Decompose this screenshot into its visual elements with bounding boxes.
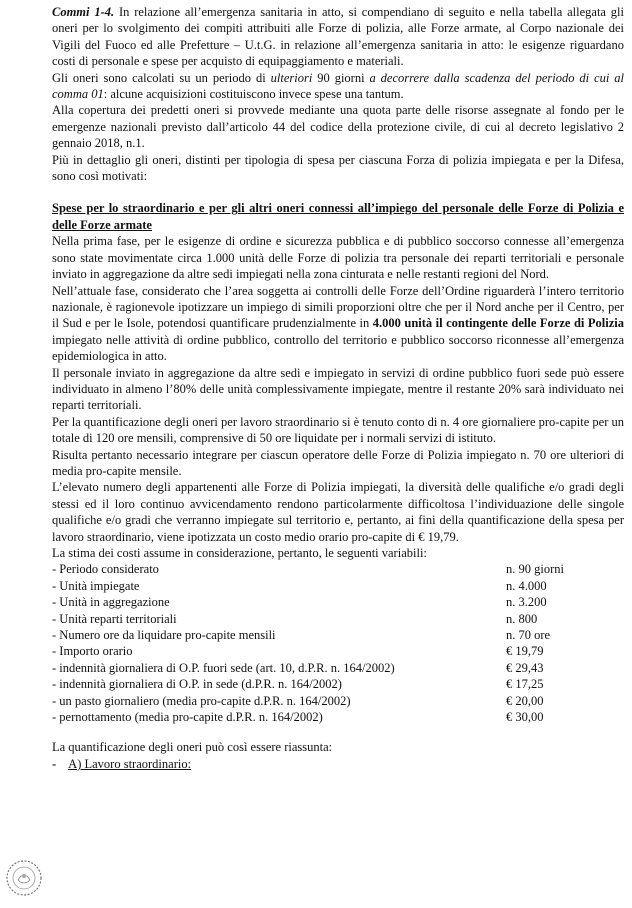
variable-label: - indennità giornaliera di O.P. in sede (d.P.R. n. 164/2002) — [52, 677, 342, 692]
intro-text-2a: Gli oneri sono calcolati su un periodo di — [52, 70, 271, 85]
list-item — [52, 676, 624, 692]
list-item — [52, 643, 624, 659]
list-item — [52, 660, 624, 676]
section-text-2b: impiegato nelle attività di ordine pubblico, controllo del territorio e pubblico soccorso riconnesse all’emergenza epidemiologica in atto. — [52, 332, 624, 364]
variable-label: - Importo orario — [52, 644, 133, 659]
section-paragraph-2 — [52, 283, 624, 365]
variable-label: - Unità in aggregazione — [52, 595, 170, 610]
summary-item-a — [52, 756, 624, 772]
summary-intro: La quantificazione degli oneri può così essere riassunta: — [52, 740, 333, 755]
variable-value: € 30,00 — [506, 710, 544, 725]
variable-label: - indennità giornaliera di O.P. fuori sede (art. 10, d.P.R. n. 164/2002) — [52, 660, 395, 675]
list-item — [52, 693, 624, 709]
variable-label: - Unità reparti territoriali — [52, 611, 177, 626]
variable-value: n. 90 giorni — [506, 562, 564, 577]
intro-text-1: In relazione all’emergenza sanitaria in atto, si compendiano di seguito e nella tabella allegata gli oneri per lo svolgimento dei compiti attribuiti alle Forze di polizia, alle Forze armate, al Corpo nazionale dei Vigili del Fuoco ed alle Prefetture – U.t.G. in relazione all’emergenza sanitaria in atto: le esigenze riguardano costi di personale e spese per acquisto di equipaggiamento e materiali. — [52, 5, 624, 69]
section-paragraph-1: Nella prima fase, per le esigenze di ordine e sicurezza pubblica e di pubblico soccorso connesse all’emergenza sono state movimentate circa 1.000 unità delle Forze di polizia tra personale dei reparti territoriali e personale inviato in aggregazione da altre sedi impiegati nella zona cinturata e nelle restanti regioni del Nord. — [52, 234, 624, 282]
variable-value: € 29,43 — [506, 660, 544, 675]
variable-value: € 19,79 — [506, 644, 544, 659]
section-text-2-bold: 4.000 unità il contingente delle Forze di Polizia — [372, 316, 624, 331]
variable-label: - Unità impiegate — [52, 578, 140, 593]
document-page — [52, 4, 624, 772]
section-paragraph-5: Risulta pertanto necessario integrare per ciascun operatore delle Forze di Polizia impiegato n. 70 ore ulteriori di media pro-capite mensile. — [52, 447, 624, 478]
list-item — [52, 611, 624, 627]
list-item — [52, 594, 624, 610]
seal-stamp-icon — [4, 858, 44, 898]
summary-bullet: - — [52, 756, 57, 771]
variable-label: - Periodo considerato — [52, 562, 159, 577]
variable-value: n. 3.200 — [506, 595, 547, 610]
intro-paragraph-1 — [52, 4, 624, 70]
intro-paragraph-4: Più in dettaglio gli oneri, distinti per tipologia di spesa per ciascuna Forza di polizia impiegata e per la Difesa, sono così motivati: — [52, 152, 624, 184]
variable-label: - un pasto giornaliero (media pro-capite d.P.R. n. 164/2002) — [52, 693, 351, 708]
section-text-2a: Nell’attuale fase, considerato che l’area soggetta ai controlli delle Forze dell’Ordine riguarderà l’intero territorio nazionale, è ragionevole ipotizzare un impiego di simili proporzioni oltre che per il Nord anche per il Centro, per il Sud e per le Isole, potendosi quantificare prudenzialmente in — [52, 283, 624, 331]
intro-text-2-italic: ulteriori — [270, 70, 313, 85]
section-paragraph-6: L’elevato numero degli appartenenti alle Forze di Polizia impiegati, la diversità delle qualifiche e/o gradi degli stessi ed il loro continuo avvicendamento rendono particolarmente difficoltosa l’individuazione delle singole qualifiche e/o gradi che verranno impiegate sul territorio e, pertanto, ai fini della quantificazione della spesa per lavoro straordinario, viene ipotizzata un costo medio orario pro-capite di € 19,79. — [52, 480, 624, 544]
variable-value: n. 800 — [506, 611, 538, 626]
list-item — [52, 561, 624, 577]
list-item — [52, 709, 624, 725]
intro-paragraph-3: Alla copertura dei predetti oneri si provvede mediante una quota parte delle risorse assegnate al fondo per le emergenze nazionali previsto dall’articolo 44 del codice della protezione civile, di cui al decreto legislativo 2 gennaio 2018, n.1. — [52, 103, 624, 151]
list-item — [52, 578, 624, 594]
section-heading: Spese per lo straordinario e per gli altri oneri connessi all’impiego del personale delle Forze di Polizia e delle Forze armate — [52, 201, 624, 232]
list-item — [52, 627, 624, 643]
variables-list — [52, 561, 624, 725]
intro-paragraph-2 — [52, 70, 624, 103]
variable-label: - Numero ore da liquidare pro-capite mensili — [52, 628, 276, 643]
variable-label: - pernottamento (media pro-capite d.P.R. n. 164/2002) — [52, 710, 323, 725]
section-paragraph-7: La stima dei costi assume in considerazione, pertanto, le seguenti variabili: — [52, 546, 427, 560]
section-paragraph-4: Per la quantificazione degli oneri per lavoro straordinario si è tenuto conto di n. 4 ore giornaliere pro-capite per un totale di 120 ore mensili, comprensive di 50 ore liquidate per i normali servizi di istituto. — [52, 414, 625, 446]
variable-value: n. 70 ore — [506, 628, 551, 643]
lead-label: Commi 1-4. — [52, 5, 115, 19]
variable-value: n. 4.000 — [506, 578, 547, 593]
variable-value: € 20,00 — [506, 693, 544, 708]
intro-text-2-italic2: a decorrere dalla scadenza del periodo di cui al comma 01 — [52, 70, 624, 102]
intro-text-2b: 90 giorni — [312, 70, 370, 85]
summary-item-a-label: A) Lavoro straordinario: — [68, 756, 192, 771]
section-paragraph-3: Il personale inviato in aggregazione da altre sedi e impiegato in servizi di ordine pubblico fuori sede può essere individuato in almeno l’80% delle unità complessivamente impiegate, mentre il restante 20% sarà individuato nei reparti territoriali. — [52, 365, 624, 413]
intro-text-2c: : alcune acquisizioni costituiscono invece spese una tantum. — [103, 87, 404, 102]
variable-value: € 17,25 — [506, 677, 544, 692]
